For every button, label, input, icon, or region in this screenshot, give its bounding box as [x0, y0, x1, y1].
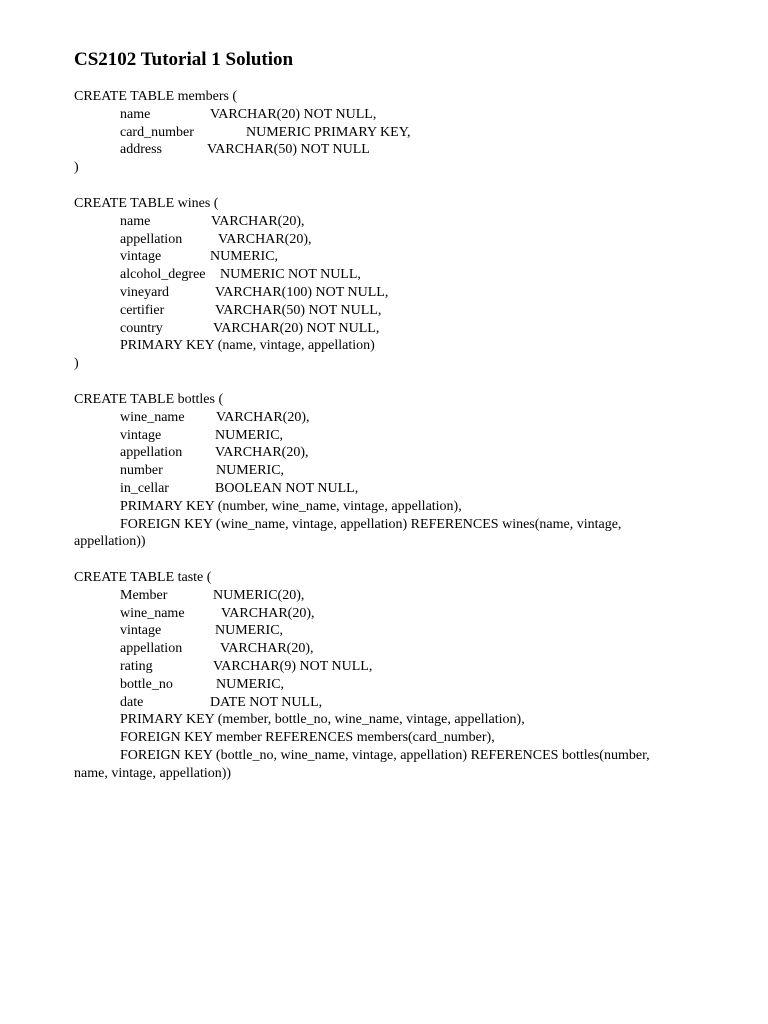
- bottles-column-row: [74, 427, 714, 445]
- taste-column-row: [74, 658, 714, 676]
- column-type: VARCHAR(100) NOT NULL,: [215, 284, 389, 300]
- bottles-column-row: [74, 480, 714, 498]
- taste-header: CREATE TABLE taste (: [74, 570, 212, 585]
- column-type: DATE NOT NULL,: [210, 694, 323, 710]
- foreign-key-continuation: name, vintage, appellation)): [74, 765, 232, 781]
- bottles-create-line: [74, 391, 714, 409]
- wines-column-row: [74, 231, 714, 249]
- taste-column-row: [74, 694, 714, 712]
- column-type: NUMERIC PRIMARY KEY,: [246, 124, 411, 140]
- column-type: VARCHAR(50) NOT NULL,: [215, 302, 382, 318]
- foreign-key-constraint: FOREIGN KEY (wine_name, vintage, appellation) REFERENCES wines(name, vintage,: [120, 516, 622, 532]
- wines-create-line: [74, 195, 714, 213]
- column-type: VARCHAR(20),: [211, 213, 305, 229]
- primary-key-constraint: PRIMARY KEY (member, bottle_no, wine_name, vintage, appellation),: [120, 712, 525, 728]
- wines-close-line: [74, 355, 714, 373]
- members-column-row: [74, 106, 714, 124]
- bottles-column-row: [74, 462, 714, 480]
- column-type: VARCHAR(20),: [221, 605, 315, 621]
- foreign-key-constraint: FOREIGN KEY (bottle_no, wine_name, vintage, appellation) REFERENCES bottles(number,: [120, 747, 650, 763]
- taste-column-row: [74, 587, 714, 605]
- column-name: date: [120, 694, 144, 710]
- column-name: wine_name: [120, 409, 185, 425]
- taste-column-row: [74, 605, 714, 623]
- column-type: NUMERIC,: [215, 623, 284, 639]
- column-type: NUMERIC NOT NULL,: [220, 267, 361, 283]
- bottles-foreign-key-line: [74, 516, 714, 552]
- wines-column-row: [74, 248, 714, 266]
- taste-table-block: [74, 569, 714, 783]
- column-name: vintage: [120, 427, 162, 443]
- bottles-table-block: [74, 391, 714, 551]
- members-table-block: [74, 88, 714, 177]
- wines-column-row: [74, 302, 714, 320]
- members-column-row: [74, 124, 714, 142]
- column-name: address: [120, 142, 162, 158]
- wines-column-row: [74, 320, 714, 338]
- bottles-column-row: [74, 409, 714, 427]
- taste-column-row: [74, 640, 714, 658]
- taste-column-row: [74, 676, 714, 694]
- column-name: vintage: [120, 249, 162, 265]
- closing-paren: ): [74, 160, 79, 176]
- taste-create-line: [74, 569, 714, 587]
- taste-foreign-key-line-2: [74, 747, 714, 783]
- column-type: VARCHAR(20),: [215, 445, 309, 461]
- column-name: vineyard: [120, 284, 169, 300]
- column-type: NUMERIC,: [216, 676, 285, 692]
- column-type: VARCHAR(20) NOT NULL,: [213, 320, 380, 336]
- column-type: NUMERIC,: [215, 427, 284, 443]
- members-create-line: [74, 88, 714, 106]
- column-type: NUMERIC(20),: [213, 587, 305, 603]
- column-name: rating: [120, 658, 153, 674]
- column-name: name: [120, 213, 151, 229]
- column-name: certifier: [120, 302, 165, 318]
- primary-key-constraint: PRIMARY KEY (name, vintage, appellation): [120, 338, 375, 354]
- column-name: vintage: [120, 623, 162, 639]
- bottles-column-row: [74, 444, 714, 462]
- column-name: country: [120, 320, 163, 336]
- foreign-key-constraint: FOREIGN KEY member REFERENCES members(card_number),: [120, 730, 495, 746]
- column-name: name: [120, 106, 151, 122]
- column-name: appellation: [120, 445, 183, 461]
- closing-paren: ): [74, 356, 79, 372]
- taste-foreign-key-line: [74, 729, 714, 747]
- page-title: CS2102 Tutorial 1 Solution: [74, 49, 294, 70]
- column-type: BOOLEAN NOT NULL,: [215, 480, 359, 496]
- column-type: VARCHAR(20),: [216, 409, 310, 425]
- column-name: appellation: [120, 641, 183, 657]
- column-type: VARCHAR(50) NOT NULL: [207, 142, 370, 158]
- column-name: Member: [120, 587, 168, 603]
- column-type: VARCHAR(20),: [218, 231, 312, 247]
- column-name: bottle_no: [120, 676, 173, 692]
- bottles-primary-key-line: [74, 498, 714, 516]
- column-type: VARCHAR(20) NOT NULL,: [210, 106, 377, 122]
- wines-header: CREATE TABLE wines (: [74, 196, 219, 211]
- column-type: NUMERIC,: [210, 249, 279, 265]
- column-name: alcohol_degree: [120, 267, 206, 283]
- taste-primary-key-line: [74, 711, 714, 729]
- column-type: VARCHAR(9) NOT NULL,: [213, 658, 373, 674]
- members-header: CREATE TABLE members (: [74, 89, 238, 104]
- column-name: appellation: [120, 231, 183, 247]
- members-close-line: [74, 159, 714, 177]
- wines-column-row: [74, 213, 714, 231]
- wines-column-row: [74, 266, 714, 284]
- primary-key-constraint: PRIMARY KEY (number, wine_name, vintage, appellation),: [120, 498, 462, 514]
- column-name: in_cellar: [120, 480, 169, 496]
- wines-table-block: [74, 195, 714, 373]
- column-name: wine_name: [120, 605, 185, 621]
- column-type: VARCHAR(20),: [220, 641, 314, 657]
- members-column-row: [74, 141, 714, 159]
- foreign-key-continuation: appellation)): [74, 534, 146, 550]
- bottles-header: CREATE TABLE bottles (: [74, 392, 224, 407]
- wines-primary-key-line: [74, 337, 714, 355]
- column-name: number: [120, 463, 163, 479]
- taste-column-row: [74, 622, 714, 640]
- column-type: NUMERIC,: [216, 463, 285, 479]
- column-name: card_number: [120, 124, 194, 140]
- wines-column-row: [74, 284, 714, 302]
